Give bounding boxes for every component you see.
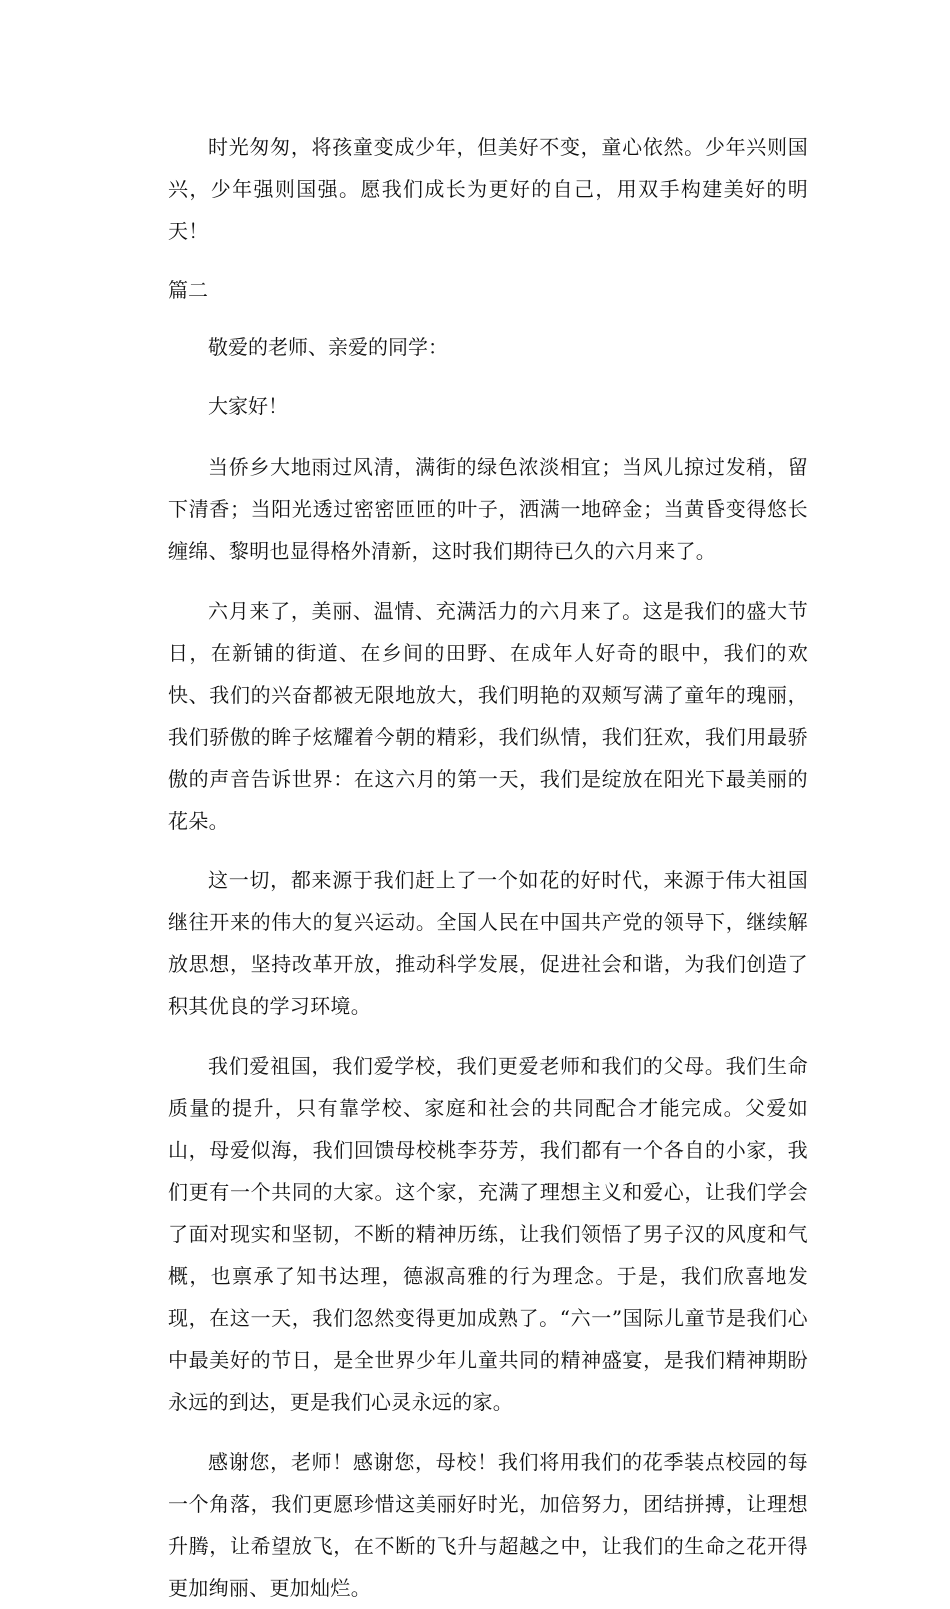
paragraph-2: 当侨乡大地雨过风清，满街的绿色浓淡相宜；当风儿掠过发稍，留下清香；当阳光透过密密匝匝的叶子，洒满一地碎金；当黄昏变得悠长缠绵、黎明也显得格外清新，这时我们期待已久的六月来了。 — [168, 455, 808, 563]
paragraph-3: 六月来了，美丽、温情、充满活力的六月来了。这是我们的盛大节日，在新铺的街道、在乡间的田野、在成年人好奇的眼中，我们的欢快、我们的兴奋都被无限地放大，我们明艳的双颊写满了童年的瑰丽，我们骄傲的眸子炫耀着今朝的精彩，我们纵情，我们狂欢，我们用最骄傲的声音告诉世界：在这六月的第一天，我们是绽放在阳光下最美丽的花朵。 — [168, 599, 808, 833]
document-body — [168, 126, 808, 1609]
paragraph-1: 时光匆匆，将孩童变成少年，但美好不变，童心依然。少年兴则国兴，少年强则国强。愿我们成长为更好的自己，用双手构建美好的明天！ — [168, 135, 808, 243]
paragraph-6: 感谢您，老师！感谢您，母校！我们将用我们的花季装点校园的每一个角落，我们更愿珍惜这美丽好时光，加倍努力，团结拼搏，让理想升腾，让希望放飞，在不断的飞升与超越之中，让我们的生命之花开得更加绚丽、更加灿烂。 — [168, 1450, 808, 1600]
section-title: 篇二 — [168, 278, 208, 302]
salutation: 敬爱的老师、亲爱的同学： — [208, 335, 448, 359]
paragraph-4: 这一切，都来源于我们赶上了一个如花的好时代，来源于伟大祖国继往开来的伟大的复兴运动。全国人民在中国共产党的领导下，继续解放思想，坚持改革开放，推动科学发展，促进社会和谐，为我们创造了积其优良的学习环境。 — [168, 868, 808, 1018]
greeting: 大家好！ — [208, 394, 288, 418]
paragraph-5: 我们爱祖国，我们爱学校，我们更爱老师和我们的父母。我们生命质量的提升，只有靠学校、家庭和社会的共同配合才能完成。父爱如山，母爱似海，我们回馈母校桃李芬芳，我们都有一个各自的小家，我们更有一个共同的大家。这个家，充满了理想主义和爱心，让我们学会了面对现实和坚韧，不断的精神历练，让我们领悟了男子汉的风度和气概，也禀承了知书达理，德淑高雅的行为理念。于是，我们欣喜地发现，在这一天，我们忽然变得更加成熟了。“六一”国际儿童节是我们心中最美好的节日，是全世界少年儿童共同的精神盛宴，是我们精神期盼永远的到达，更是我们心灵永远的家。 — [168, 1054, 808, 1414]
